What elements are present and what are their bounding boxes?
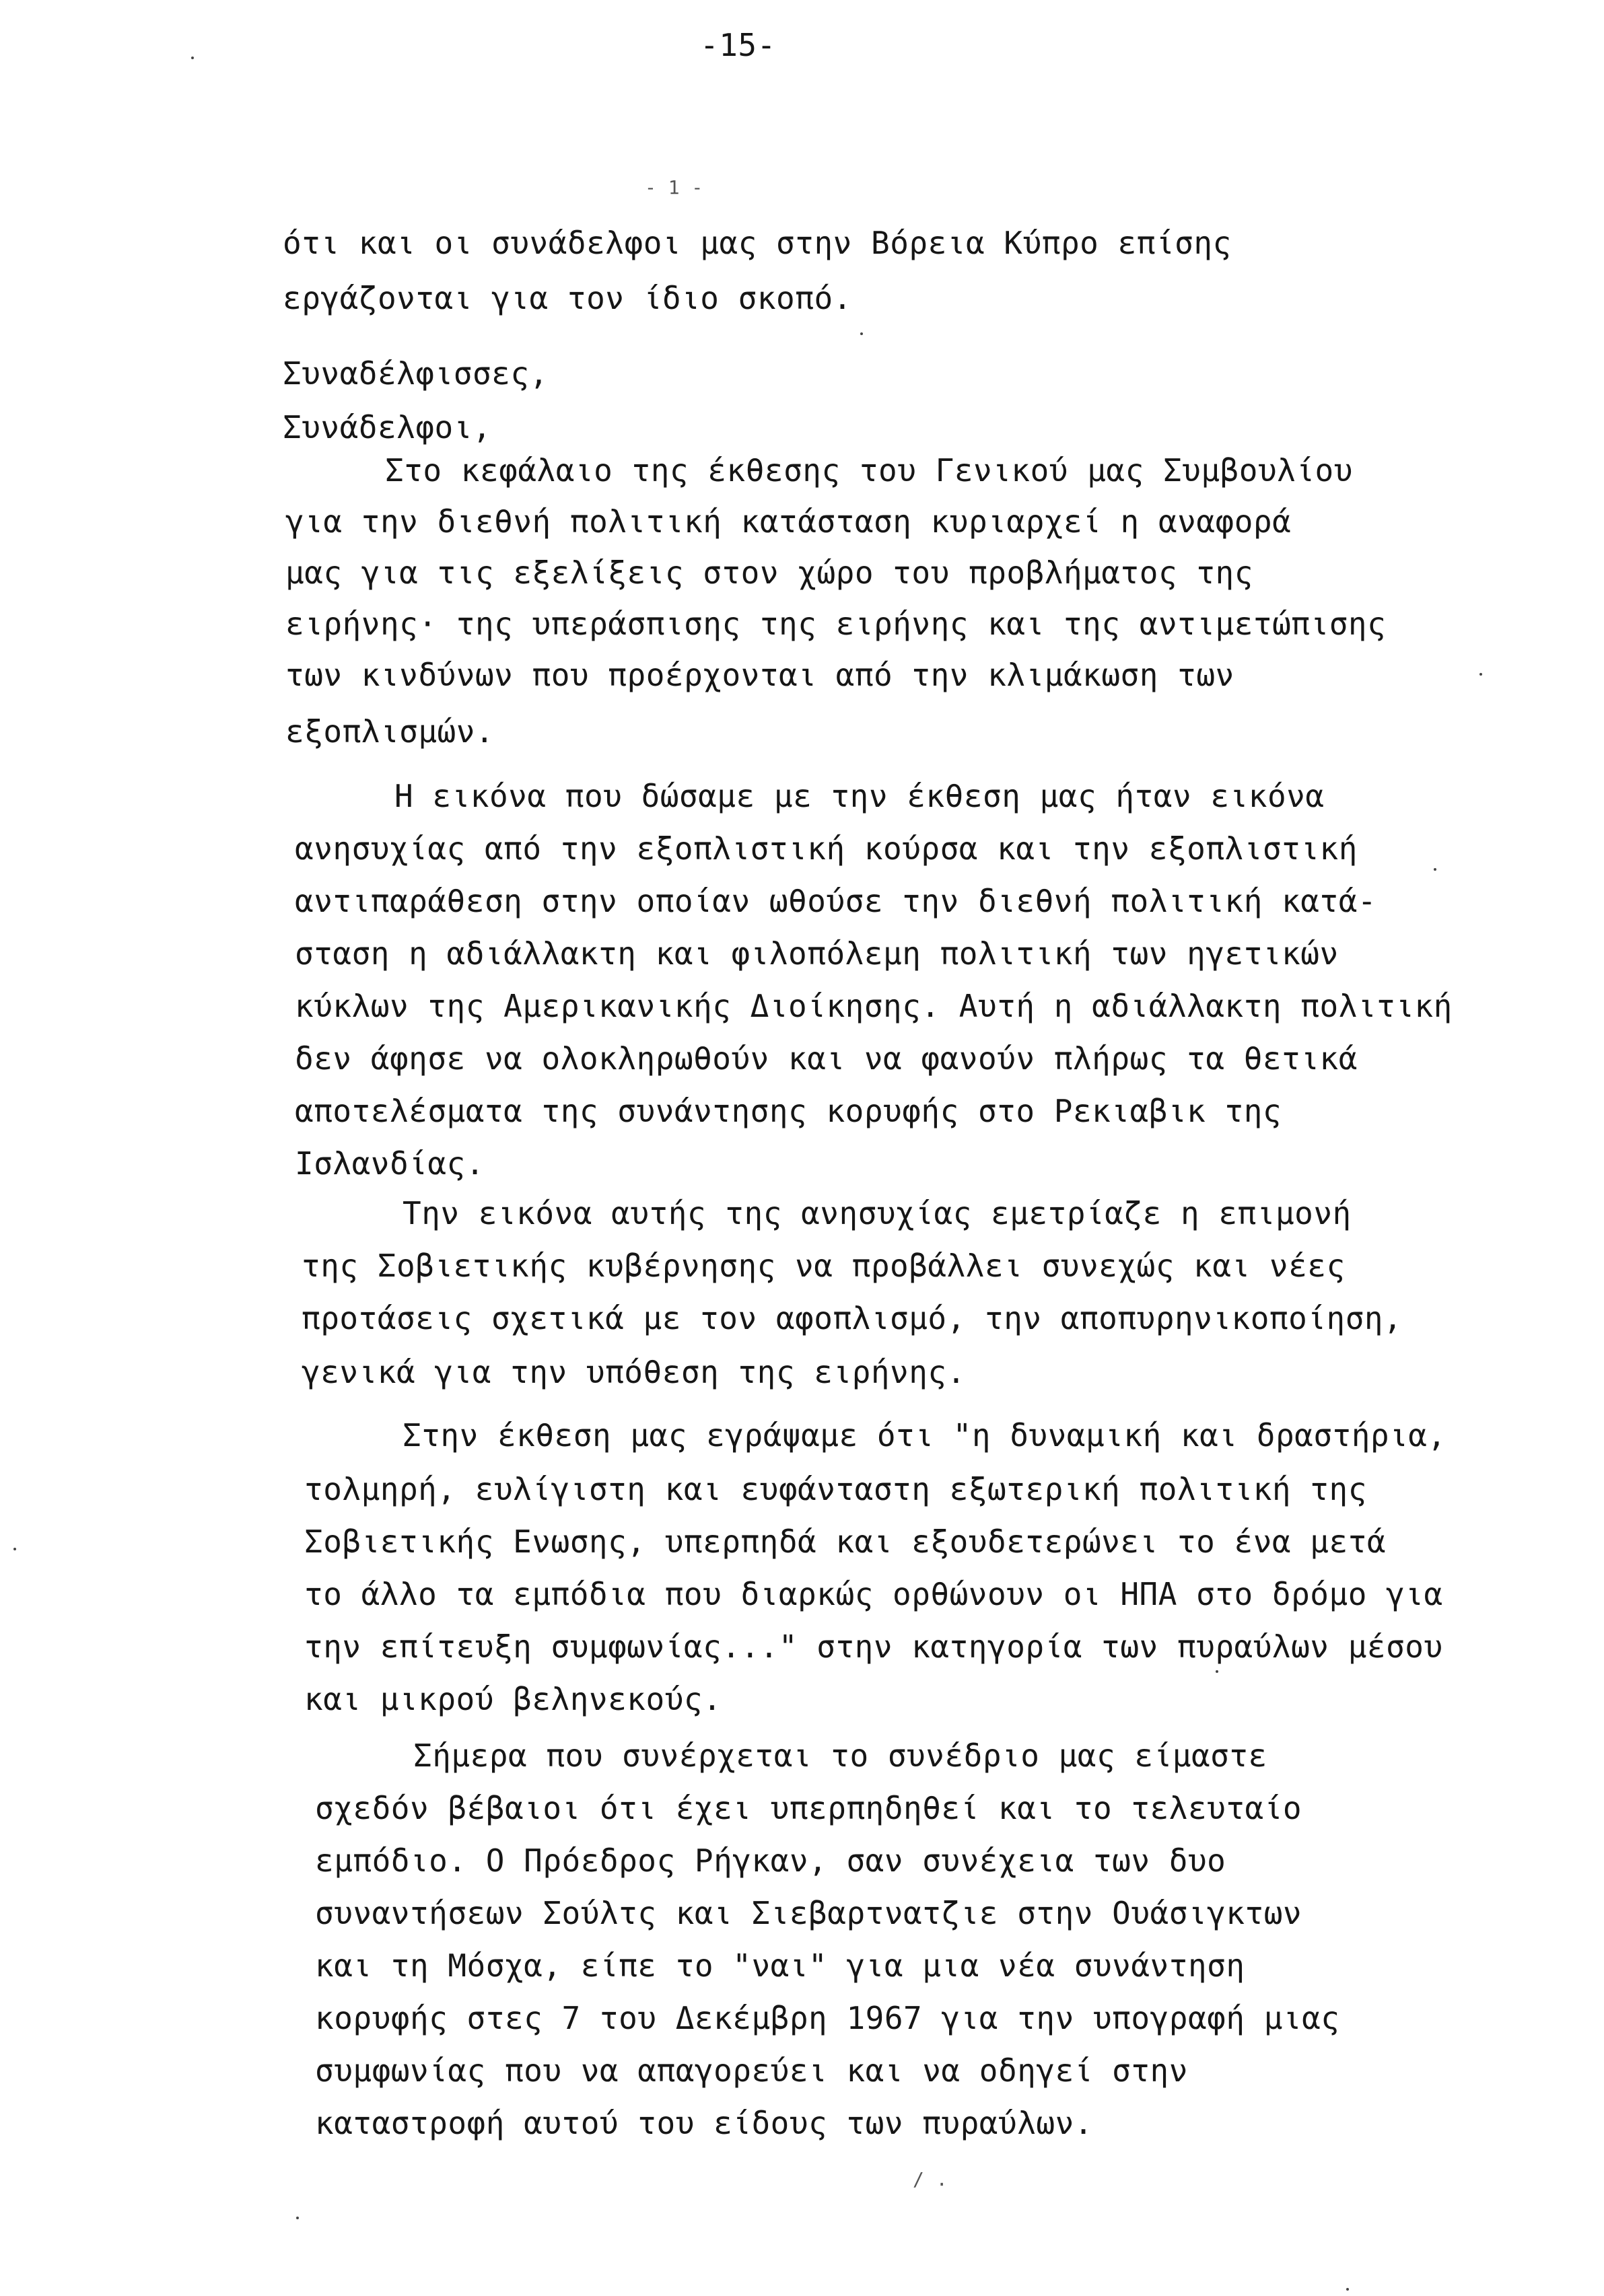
text-line: εμπόδιο. Ο Πρόεδρος Ρήγκαν, σαν συνέχεια των δυο [315,1842,1226,1879]
top-page-mark: - 1 - [645,176,703,199]
page-number: -15- [700,27,776,63]
text-line: ειρήνης· της υπεράσπισης της ειρήνης και της αντιμετώπισης [285,606,1387,642]
text-line: εργάζονται για τον ίδιο σκοπό. [283,280,852,316]
text-line: ότι και οι συνάδελφοι μας στην Βόρεια Κύπρο επίσης [283,225,1232,261]
text-line: ανησυχίας από την εξοπλιστική κούρσα και την εξοπλιστική [295,830,1358,867]
text-line: γενικά για την υπόθεση της ειρήνης. [302,1354,966,1390]
scan-speck [296,2217,299,2219]
scan-speck [1434,868,1436,871]
text-line: κύκλων της Αμερικανικής Διοίκησης. Αυτή η αδιάλλακτη πολιτική [295,988,1453,1024]
text-line: και μικρού βεληνεκούς. [304,1681,722,1717]
scan-speck [191,57,194,59]
salutation-line: Συνάδελφοι, [283,409,492,445]
text-line: καταστροφή αυτού του είδους των πυραύλων. [315,2105,1093,2141]
text-line: της Σοβιετικής κυβέρνησης να προβάλλει συνεχώς και νέες [302,1248,1346,1284]
scan-speck [860,332,863,335]
text-line: Σήμερα που συνέρχεται το συνέδριο μας είμαστε [413,1737,1267,1774]
text-line: των κινδύνων που προέρχονται από την κλιμάκωση των [285,657,1234,693]
text-line: και τη Μόσχα, είπε το "ναι" για μια νέα συνάντηση [315,1947,1245,1984]
text-line: αποτελέσματα της συνάντησης κορυφής στο Ρεκιαβικ της [295,1093,1282,1129]
salutation-line: Συναδέλφισσες, [283,355,549,392]
scan-speck [1346,2288,1349,2291]
scan-speck [1216,1670,1218,1673]
text-line: Σοβιετικής Ενωσης, υπερπηδά και εξουδετερώνει το ένα μετά [304,1523,1387,1560]
text-line: κορυφής στες 7 του Δεκέμβρη 1967 για την υπογραφή μιας [315,2000,1340,2036]
text-line: την επίτευξη συμφωνίας..." στην κατηγορία των πυραύλων μέσου [304,1628,1443,1665]
text-line: προτάσεις σχετικά με τον αφοπλισμό, την αποπυρηνικοποίηση, [302,1300,1403,1336]
text-line: συναντήσεων Σούλτς και Σιεβαρτνατζιε στην Ουάσιγκτων [315,1895,1302,1931]
text-line: εξοπλισμών. [285,713,495,750]
text-line: μας για τις εξελίξεις στον χώρο του προβλήματος της [285,554,1253,591]
scan-speck [13,1548,16,1550]
text-line: για την διεθνή πολιτική κατάσταση κυριαρχεί η αναφορά [285,503,1292,540]
text-line: δεν άφησε να ολοκληρωθούν και να φανούν πλήρως τα θετικά [295,1040,1358,1077]
text-line: Την εικόνα αυτής της ανησυχίας εμετρίαζε η επιμονή [403,1195,1352,1231]
text-line: Στο κεφάλαιο της έκθεσης του Γενικού μας Συμβουλίου [385,452,1353,489]
text-line: συμφωνίας που να απαγορεύει και να οδηγεί στην [315,2052,1188,2089]
text-line: Ισλανδίας. [295,1145,485,1182]
text-line: Η εικόνα που δώσαμε με την έκθεση μας ήταν εικόνα [394,778,1325,814]
text-line: τολμηρή, ευλίγιστη και ευφάνταστη εξωτερική πολιτική της [304,1471,1367,1507]
scan-speck [1479,673,1482,676]
text-line: σχεδόν βέβαιοι ότι έχει υπερπηδηθεί και το τελευταίο [315,1790,1302,1826]
text-line: αντιπαράθεση στην οποίαν ωθούσε την διεθνή πολιτική κατά- [295,883,1377,919]
text-line: Στην έκθεση μας εγράψαμε ότι "η δυναμική και δραστήρια, [403,1417,1446,1454]
bottom-continuation-mark: / . [913,2168,948,2190]
text-line: το άλλο τα εμπόδια που διαρκώς ορθώνουν οι ΗΠΑ στο δρόμο για [304,1576,1443,1612]
text-line: σταση η αδιάλλακτη και φιλοπόλεμη πολιτική των ηγετικών [295,935,1339,972]
